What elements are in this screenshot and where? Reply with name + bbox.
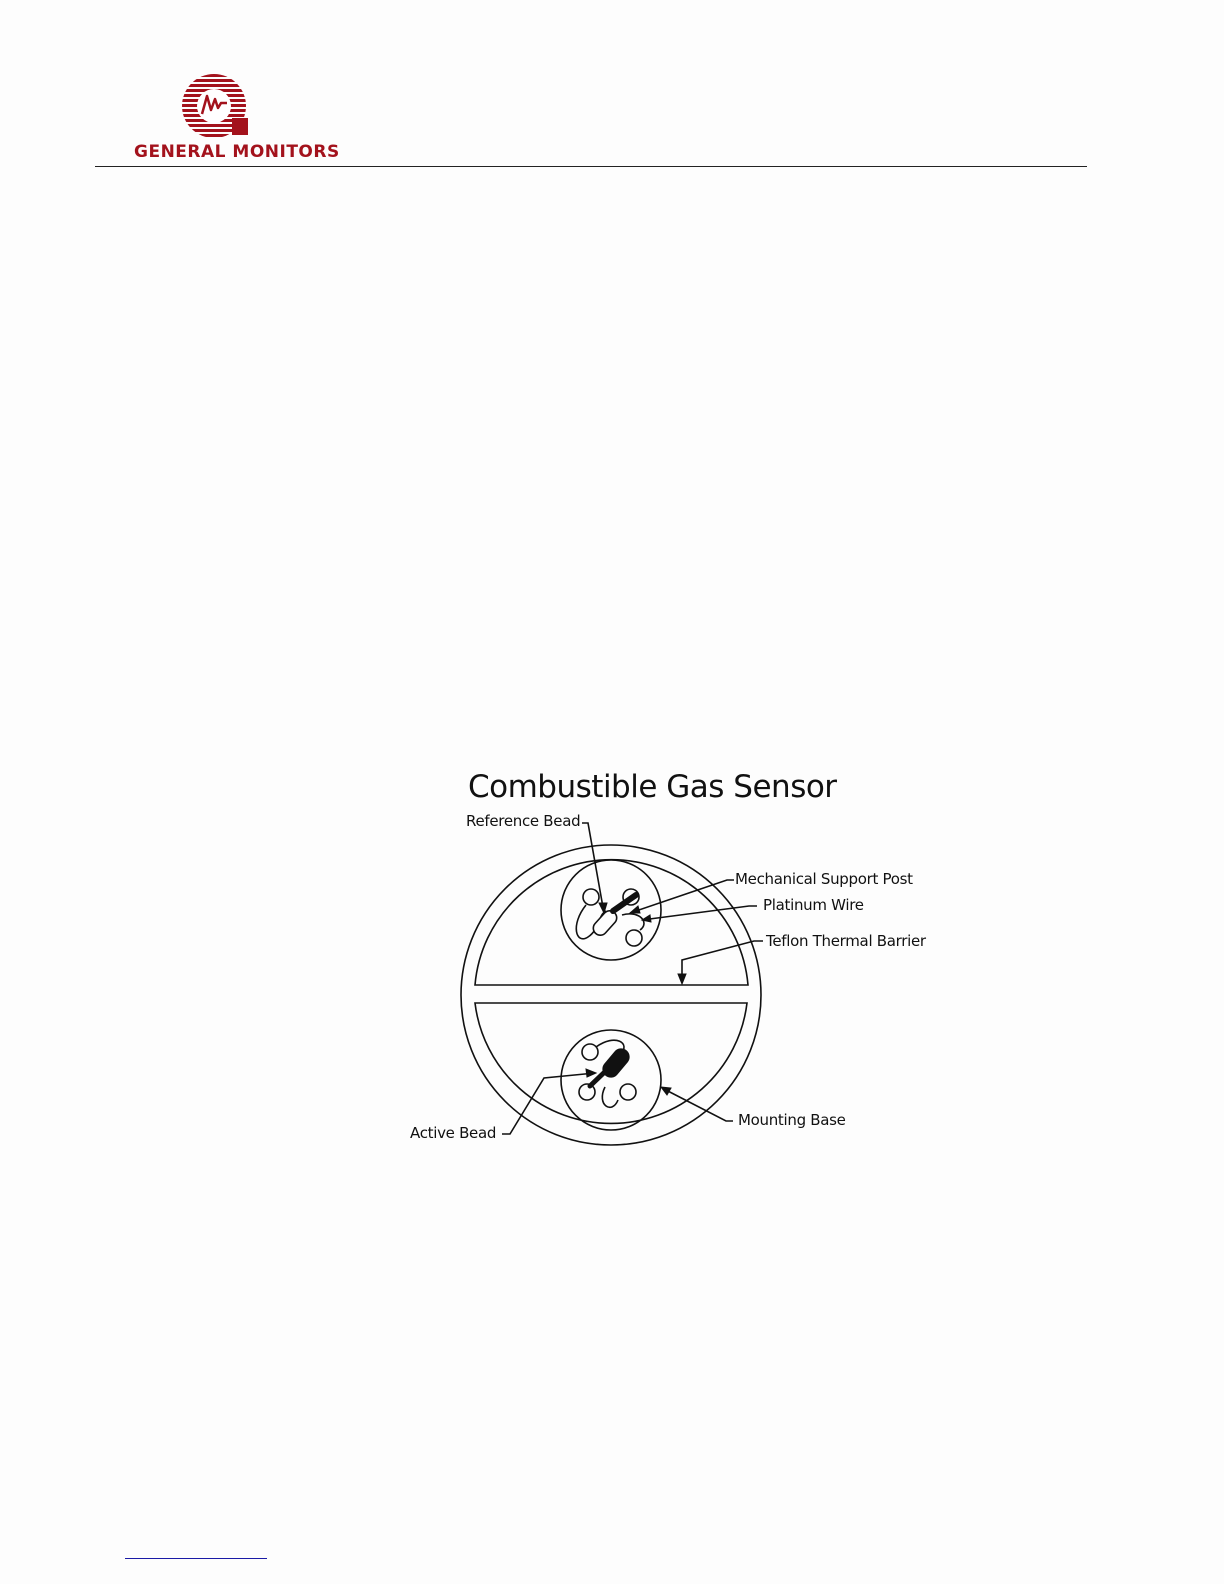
label-teflon-thermal-barrier: Teflon Thermal Barrier [766,932,926,950]
reference-support-post [613,895,636,911]
active-mounting-disc [561,1030,661,1130]
active-post-hole-3 [620,1084,636,1100]
teflon-barrier-leader [682,941,763,983]
label-mechanical-support-post: Mechanical Support Post [735,870,913,888]
general-monitors-logo [128,70,340,165]
arrowhead-icon [630,906,640,913]
label-reference-bead: Reference Bead [466,812,581,830]
arrowhead-icon [661,1087,671,1095]
active-platinum-wire-2 [602,1087,618,1107]
label-active-bead: Active Bead [410,1124,497,1142]
arrowhead-icon [678,974,686,984]
reference-post-hole-1 [583,889,599,905]
figure-title: Combustible Gas Sensor [468,769,837,805]
label-platinum-wire: Platinum Wire [763,896,864,914]
header-divider [95,166,1087,167]
active-bead-leader [502,1073,595,1134]
support-post-leader [630,880,734,913]
footer-link-underline[interactable] [125,1558,267,1559]
sensor-housing-circle [461,845,761,1145]
logo-wordmark: GENERAL MONITORS [134,142,340,162]
gm-logo-mark-icon [180,72,252,144]
label-mounting-base: Mounting Base [738,1111,846,1129]
reference-post-hole-3 [626,930,642,946]
arrowhead-icon [586,1069,596,1077]
combustible-gas-sensor-figure [400,765,926,1150]
reference-platinum-wire-2 [622,914,644,930]
